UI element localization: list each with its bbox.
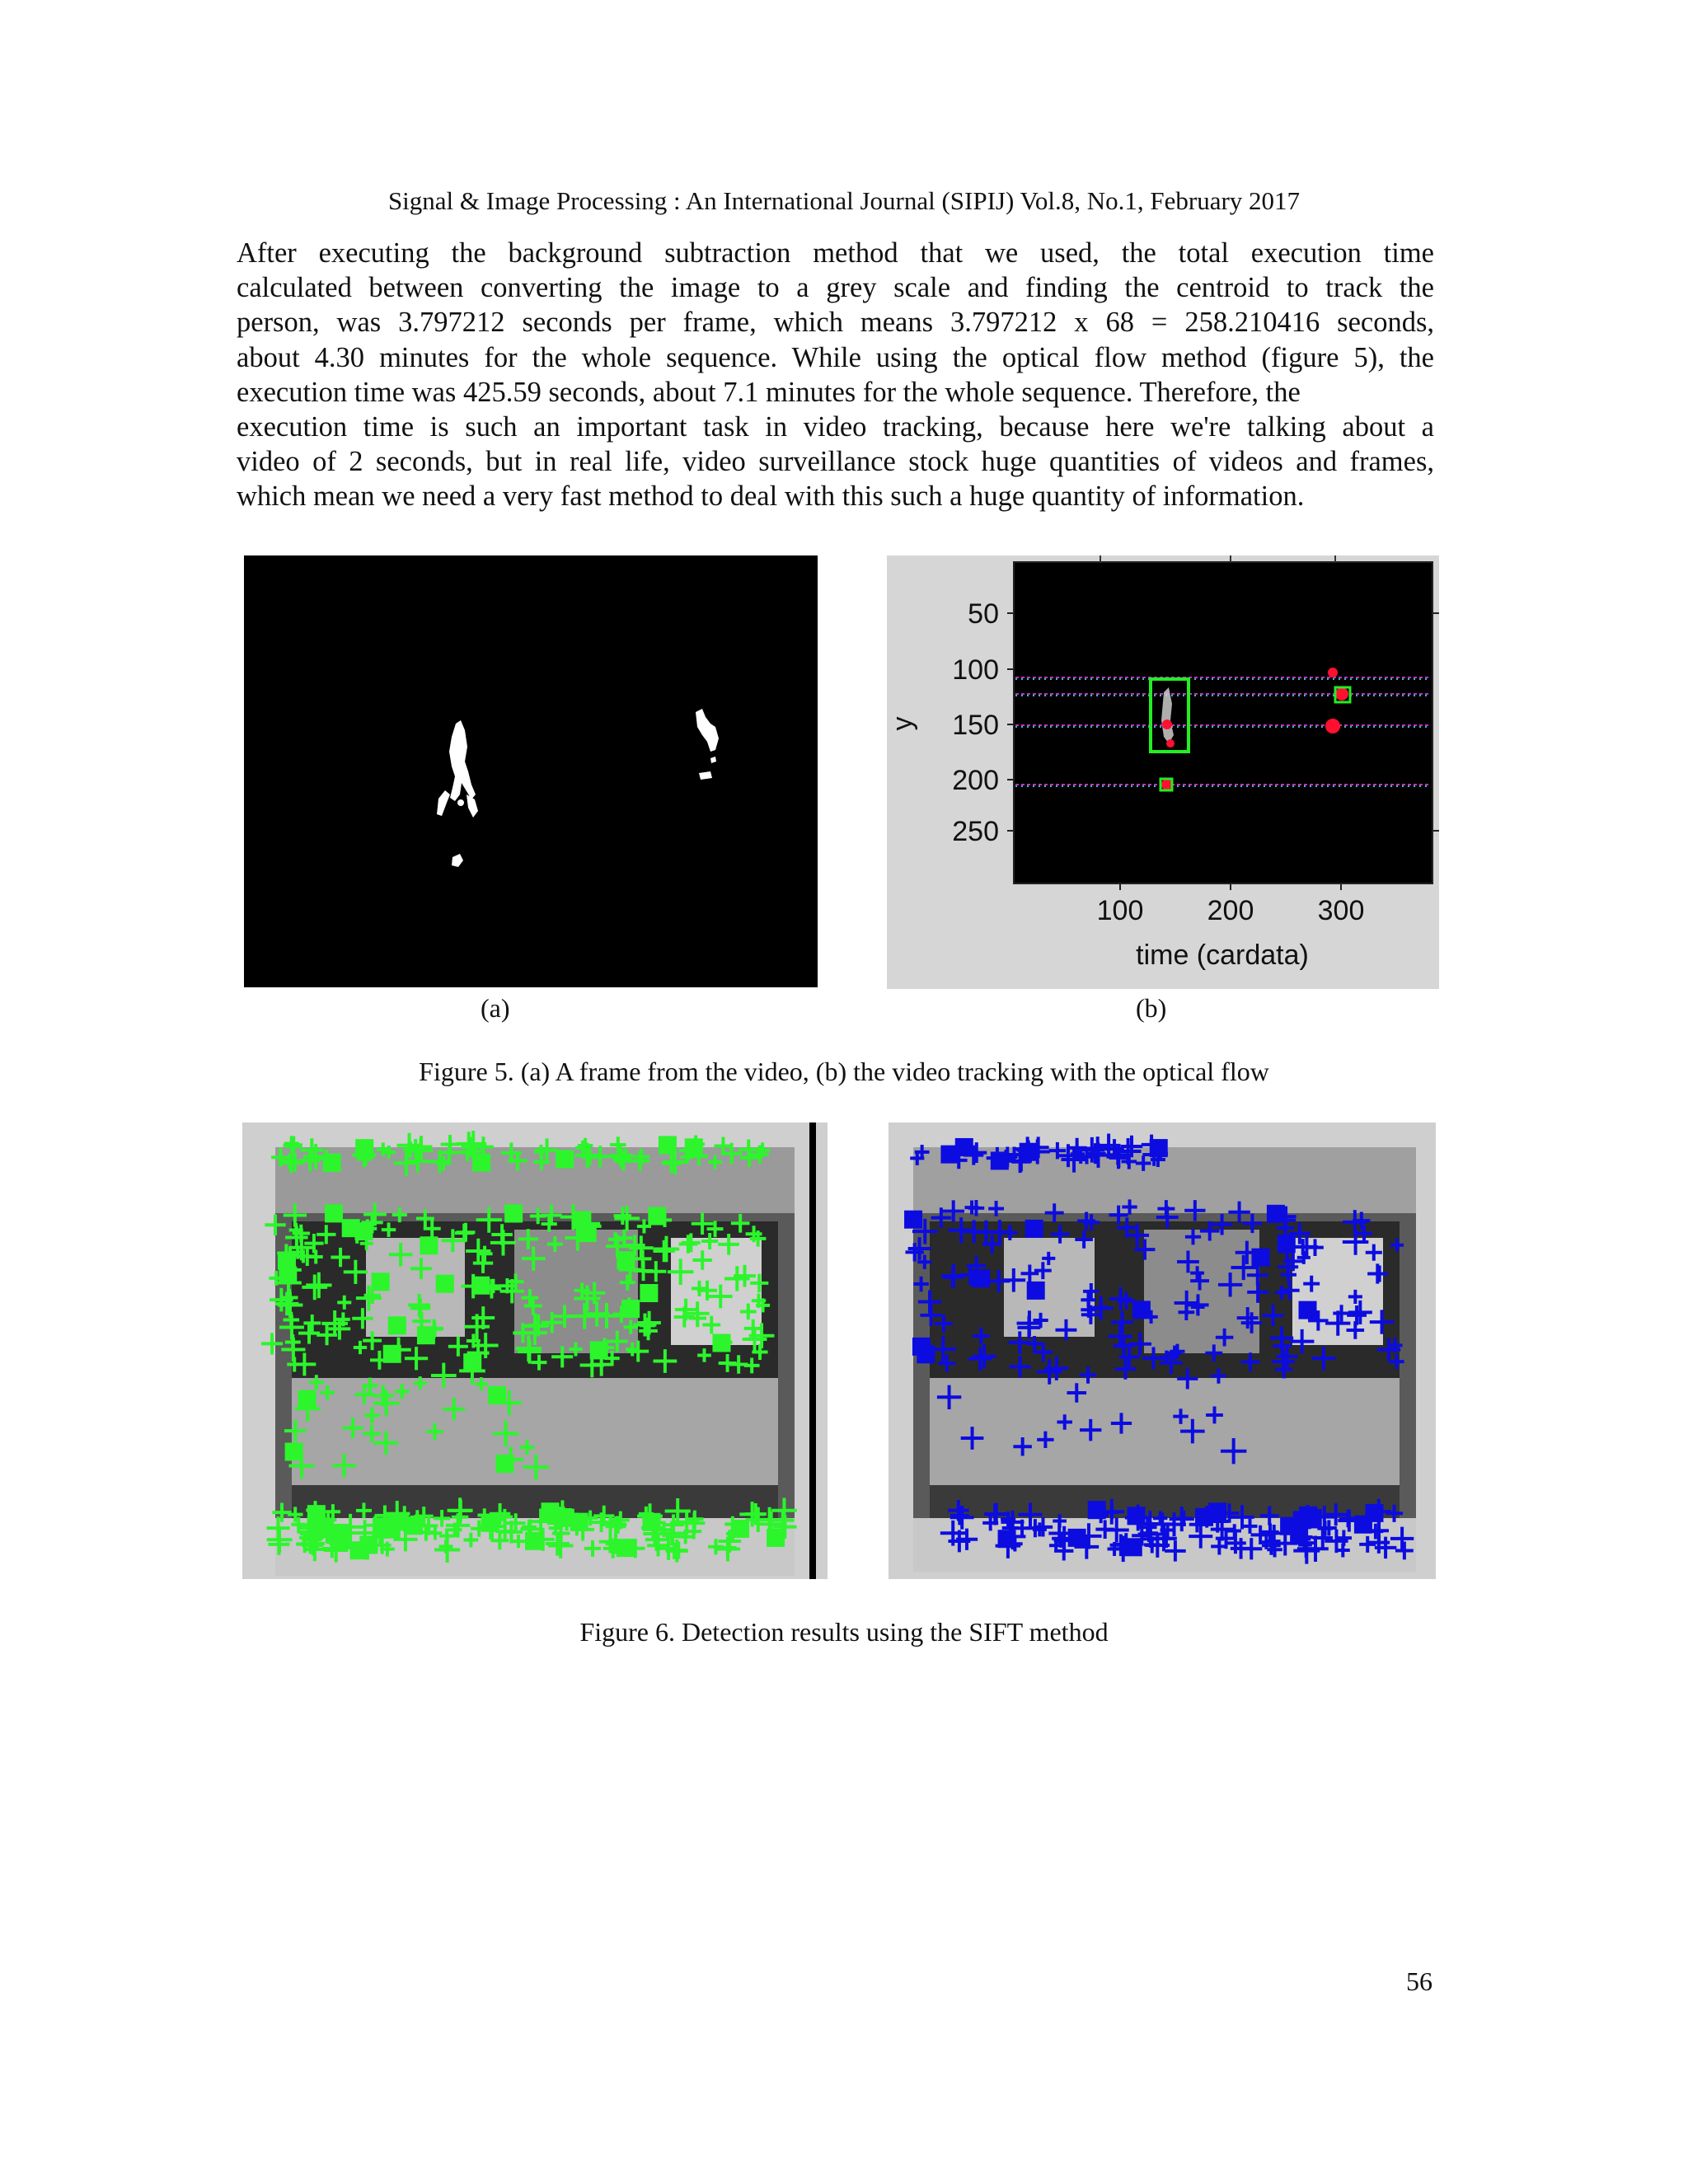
keypoint-square xyxy=(326,1206,341,1221)
x-tick-label: 100 xyxy=(1096,895,1144,926)
keypoint-square xyxy=(1151,1141,1166,1155)
keypoint-square xyxy=(906,1212,921,1227)
keypoint-square xyxy=(1301,1511,1316,1526)
paragraph-line: After executing the background subtraction method that we used, the total execution time xyxy=(237,237,1434,269)
keypoint-square xyxy=(1197,1510,1212,1525)
y-tick-label: 200 xyxy=(952,765,999,796)
keypoint-square xyxy=(623,1301,638,1316)
figure5a-label: (a) xyxy=(481,993,510,1023)
keypoint-square xyxy=(406,1518,421,1533)
keypoint-square xyxy=(335,1533,350,1548)
keypoint-square xyxy=(490,1388,504,1403)
keypoint-square xyxy=(592,1343,607,1357)
page-number: 56 xyxy=(1406,1966,1432,1996)
x-tick-label: 300 xyxy=(1317,895,1365,926)
keypoint-square xyxy=(419,1328,434,1343)
keypoint-square xyxy=(1134,1302,1149,1317)
keypoint-square xyxy=(1253,1250,1268,1265)
keypoint-square xyxy=(1027,1221,1042,1236)
keypoint-square xyxy=(473,1278,488,1293)
keypoint-square xyxy=(1021,1145,1036,1160)
keypoint-square xyxy=(973,1271,988,1286)
keypoint-square xyxy=(506,1206,521,1221)
figure6-caption: Figure 6. Detection results using the SIFT method xyxy=(579,1617,1109,1647)
figure5a-frame-image xyxy=(244,555,818,987)
y-axis-label: y xyxy=(887,716,918,731)
keypoint-square xyxy=(992,1153,1007,1168)
y-tick-label: 150 xyxy=(952,710,999,741)
y-tick-label: 50 xyxy=(968,598,999,630)
x-axis-label: time (cardata) xyxy=(1136,940,1309,971)
keypoint-square xyxy=(714,1335,729,1350)
keypoint-square xyxy=(497,1456,512,1471)
keypoint-square xyxy=(1268,1207,1283,1221)
body-paragraph xyxy=(237,236,1434,514)
keypoint-square xyxy=(649,1209,664,1224)
keypoint-square xyxy=(287,1445,302,1460)
keypoint-square xyxy=(1301,1303,1315,1318)
keypoint-square xyxy=(421,1238,436,1253)
keypoint-square xyxy=(1129,1508,1144,1523)
paragraph-line: execution time was 425.59 seconds, about 7.1 minutes for the whole sequence. Therefore, the xyxy=(237,376,1301,408)
figure6-sift-left-image xyxy=(242,1122,828,1579)
keypoint-square xyxy=(942,1147,957,1162)
figure6-sift-right-image xyxy=(889,1122,1436,1579)
running-header: Signal & Image Processing : An International Journal (SIPIJ) Vol.8, No.1, February 2017 xyxy=(387,186,1301,215)
paragraph-line: which mean we need a very fast method to deal with this such a huge quantity of information. xyxy=(237,480,1305,513)
figure5-caption: Figure 5. (a) A frame from the video, (b) the video tracking with the optical flow xyxy=(419,1057,1269,1086)
y-tick-label: 100 xyxy=(952,654,999,686)
keypoint-square xyxy=(373,1274,388,1289)
keypoint-square xyxy=(918,1347,933,1361)
paragraph-line: calculated between converting the image to a grey scale and finding the centroid to track the xyxy=(237,272,1434,304)
paragraph-line: about 4.30 minutes for the whole sequence. While using the optical flow method (figure 5), the xyxy=(237,341,1434,373)
paragraph-line: video of 2 seconds, but in real life, video surveillance stock huge quantities of videos and frames, xyxy=(237,446,1434,478)
paragraph-line: person, was 3.797212 seconds per frame, which means 3.797212 x 68 = 258.210416 seconds, xyxy=(237,307,1434,339)
keypoint-square xyxy=(438,1277,452,1291)
keypoint-square xyxy=(474,1155,489,1170)
y-tick-label: 250 xyxy=(952,816,999,847)
keypoint-square xyxy=(557,1151,572,1166)
figure5b-label: (b) xyxy=(1136,993,1167,1023)
keypoint-square xyxy=(1282,1519,1296,1534)
x-tick-label: 200 xyxy=(1207,895,1254,926)
paragraph-line: execution time is such an important task in video tracking, because here we're talking about a xyxy=(237,410,1434,443)
keypoint-square xyxy=(344,1221,359,1235)
keypoint-square xyxy=(1070,1530,1085,1545)
keypoint-square xyxy=(1029,1283,1043,1298)
keypoint-square xyxy=(1356,1517,1371,1532)
keypoint-square xyxy=(641,1286,656,1301)
figure5b-tracking-plot xyxy=(887,555,1439,989)
keypoint-square xyxy=(1126,1540,1141,1554)
keypoint-square xyxy=(390,1318,405,1333)
keypoint-square xyxy=(660,1137,675,1152)
